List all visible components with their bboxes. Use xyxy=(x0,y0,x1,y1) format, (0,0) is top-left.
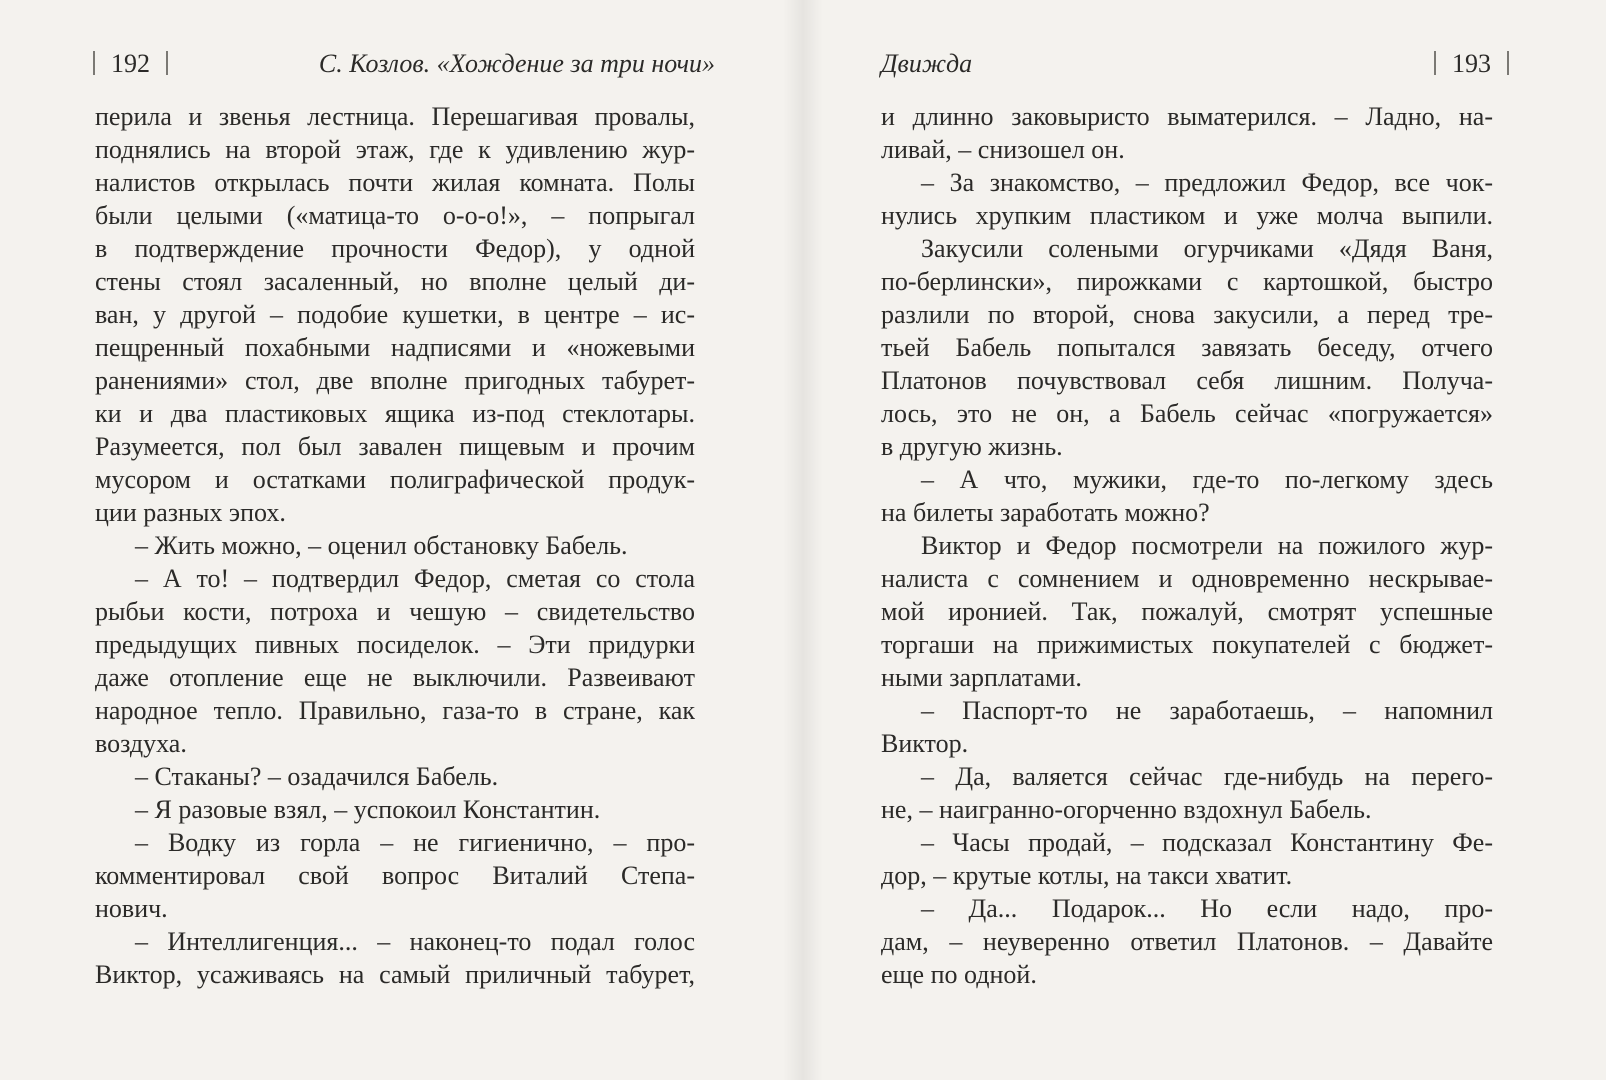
text-line-content: рыбьи кости, потроха и чешую – свидетельство xyxy=(95,597,695,626)
text-line xyxy=(881,298,1493,331)
text-line-content: предыдущих пивных посиделок. – Эти придурки xyxy=(95,630,695,659)
text-line xyxy=(881,364,1493,397)
text-line xyxy=(881,496,1493,529)
text-line-content: дор, – крутые котлы, на такси хватит. xyxy=(881,861,1293,890)
text-line xyxy=(881,595,1493,628)
page-number-bar xyxy=(1507,51,1509,75)
text-line-content: мусором и остатками полиграфической продук- xyxy=(95,465,695,494)
text-line xyxy=(95,331,695,364)
text-line-content: – Да... Подарок... Но если надо, про- xyxy=(921,894,1493,923)
text-line xyxy=(881,628,1493,661)
text-line-content: ранениями» стол, две вполне пригодных табурет- xyxy=(95,366,695,395)
text-line-content: ными зарплатами. xyxy=(881,663,1082,692)
text-line xyxy=(881,100,1493,133)
text-line-content: на билеты заработать можно? xyxy=(881,498,1210,527)
text-line-content: комментировал свой вопрос Виталий Степа- xyxy=(95,861,695,890)
text-line-content: тьей Бабель попытался завязать беседу, отчего xyxy=(881,333,1493,362)
text-line xyxy=(95,760,695,793)
text-line xyxy=(95,694,695,727)
text-line xyxy=(95,562,695,595)
left-page-header xyxy=(93,44,715,84)
text-line-content: нович. xyxy=(95,894,168,923)
text-line xyxy=(881,793,1493,826)
text-line xyxy=(881,925,1493,958)
left-page-number: 192 xyxy=(111,49,150,78)
page-number-bar xyxy=(93,51,95,75)
right-page-header xyxy=(881,44,1509,84)
text-line xyxy=(881,562,1493,595)
text-line-content: – Паспорт-то не заработаешь, – напомнил xyxy=(921,696,1493,725)
text-line-content: ки и два пластиковых ящика из-под стеклотары. xyxy=(95,399,695,428)
text-line xyxy=(881,199,1493,232)
text-line-content: – А то! – подтвердил Федор, сметая со стола xyxy=(135,564,695,593)
text-line-content: Закусили солеными огурчиками «Дядя Ваня, xyxy=(921,234,1493,263)
right-page-number: 193 xyxy=(1452,49,1491,78)
right-running-header: Движда xyxy=(881,49,973,78)
text-line-content: Виктор и Федор посмотрели на пожилого жур- xyxy=(921,531,1493,560)
text-line-content: воздуха. xyxy=(95,729,187,758)
text-line xyxy=(95,133,695,166)
text-line-content: стены стоял засаленный, но вполне целый ди- xyxy=(95,267,695,296)
text-line-content: Платонов почувствовал себя лишним. Получа- xyxy=(881,366,1493,395)
text-line xyxy=(881,232,1493,265)
text-line xyxy=(881,859,1493,892)
text-line xyxy=(881,430,1493,463)
text-line xyxy=(95,529,695,562)
text-line-content: ливай, – снизошел он. xyxy=(881,135,1125,164)
text-line xyxy=(95,232,695,265)
text-line xyxy=(881,529,1493,562)
text-line xyxy=(95,595,695,628)
text-line xyxy=(95,199,695,232)
text-line-content: – Я разовые взял, – успокоил Константин. xyxy=(135,795,601,824)
text-line xyxy=(95,727,695,760)
text-line xyxy=(881,265,1493,298)
text-line xyxy=(881,892,1493,925)
text-line xyxy=(881,727,1493,760)
text-line-content: перила и звенья лестница. Перешагивая провалы, xyxy=(95,102,695,131)
text-line xyxy=(881,958,1493,991)
text-line xyxy=(95,661,695,694)
text-line-content: – Да, валяется сейчас где-нибудь на перего- xyxy=(921,762,1493,791)
text-line-content: ции разных эпох. xyxy=(95,498,286,527)
text-line-content: – А что, мужики, где-то по-легкому здесь xyxy=(921,465,1493,494)
text-line xyxy=(95,397,695,430)
text-line xyxy=(95,628,695,661)
text-line-content: – Часы продай, – подсказал Константину Фе- xyxy=(921,828,1493,857)
text-line-content: еще по одной. xyxy=(881,960,1037,989)
left-page-number-block xyxy=(93,44,184,84)
text-line-content: Разумеется, пол был завален пищевым и прочим xyxy=(95,432,695,461)
text-line-content: не, – наигранно-огорченно вздохнул Бабель. xyxy=(881,795,1372,824)
text-line xyxy=(95,892,695,925)
text-line-content: в подтверждение прочности Федор), у одной xyxy=(95,234,695,263)
text-line-content: – Стаканы? – озадачился Бабель. xyxy=(135,762,499,791)
text-line xyxy=(881,826,1493,859)
text-line-content: нулись хрупким пластиком и уже молча выпили. xyxy=(881,201,1493,230)
right-page xyxy=(803,0,1606,1080)
text-line-content: народное тепло. Правильно, газа-то в стране, как xyxy=(95,696,695,725)
right-page-text xyxy=(881,100,1493,991)
text-line xyxy=(95,463,695,496)
text-line-content: лось, это не он, а Бабель сейчас «погружается» xyxy=(881,399,1493,428)
text-line xyxy=(881,166,1493,199)
text-line xyxy=(881,331,1493,364)
text-line-content: поднялись на второй этаж, где к удивлению жур- xyxy=(95,135,695,164)
text-line-content: – Водку из горла – не гигиенично, – про- xyxy=(135,828,695,857)
page-number-bar xyxy=(1434,51,1436,75)
text-line-content: – Интеллигенция... – наконец-то подал голос xyxy=(135,927,695,956)
text-line xyxy=(95,925,695,958)
left-page-text xyxy=(95,100,695,991)
text-line-content: даже отопление еще не выключили. Развеивают xyxy=(95,663,695,692)
text-line-content: пещренный похабными надписями и «ножевыми xyxy=(95,333,695,362)
text-line xyxy=(881,463,1493,496)
text-line xyxy=(95,496,695,529)
text-line-content: торгаши на прижимистых покупателей с бюджет- xyxy=(881,630,1493,659)
text-line xyxy=(95,100,695,133)
text-line-content: Виктор. xyxy=(881,729,969,758)
text-line xyxy=(95,793,695,826)
right-page-number-block xyxy=(1418,44,1509,84)
text-line xyxy=(95,265,695,298)
text-line-content: разлили по второй, снова закусили, а перед тре- xyxy=(881,300,1493,329)
text-line xyxy=(881,661,1493,694)
left-running-header: С. Козлов. «Хождение за три ночи» xyxy=(318,49,715,78)
text-line-content: налистов открылась почти жилая комната. Полы xyxy=(95,168,695,197)
book-gutter-shadow xyxy=(783,0,823,1080)
text-line xyxy=(95,826,695,859)
page-number-bar xyxy=(166,51,168,75)
text-line-content: были целыми («матица-то о-о-о!», – попрыгал xyxy=(95,201,695,230)
text-line-content: ван, у другой – подобие кушетки, в центре – ис- xyxy=(95,300,695,329)
text-line-content: мой иронией. Так, пожалуй, смотрят успешные xyxy=(881,597,1493,626)
text-line xyxy=(881,133,1493,166)
text-line-content: – За знакомство, – предложил Федор, все чок- xyxy=(921,168,1493,197)
text-line xyxy=(95,958,695,991)
text-line xyxy=(881,397,1493,430)
text-line xyxy=(95,298,695,331)
text-line-content: налиста с сомнением и одновременно нескрывае- xyxy=(881,564,1493,593)
text-line-content: дам, – неуверенно ответил Платонов. – Давайте xyxy=(881,927,1493,956)
text-line xyxy=(95,859,695,892)
text-line-content: и длинно заковыристо выматерился. – Ладно, на- xyxy=(881,102,1493,131)
text-line-content: по-берлински», пирожками с картошкой, быстро xyxy=(881,267,1493,296)
text-line xyxy=(95,430,695,463)
text-line-content: в другую жизнь. xyxy=(881,432,1063,461)
text-line xyxy=(881,694,1493,727)
text-line xyxy=(95,364,695,397)
text-line xyxy=(95,166,695,199)
text-line xyxy=(881,760,1493,793)
text-line-content: – Жить можно, – оценил обстановку Бабель. xyxy=(135,531,628,560)
text-line-content: Виктор, усаживаясь на самый приличный табурет, xyxy=(95,960,695,989)
